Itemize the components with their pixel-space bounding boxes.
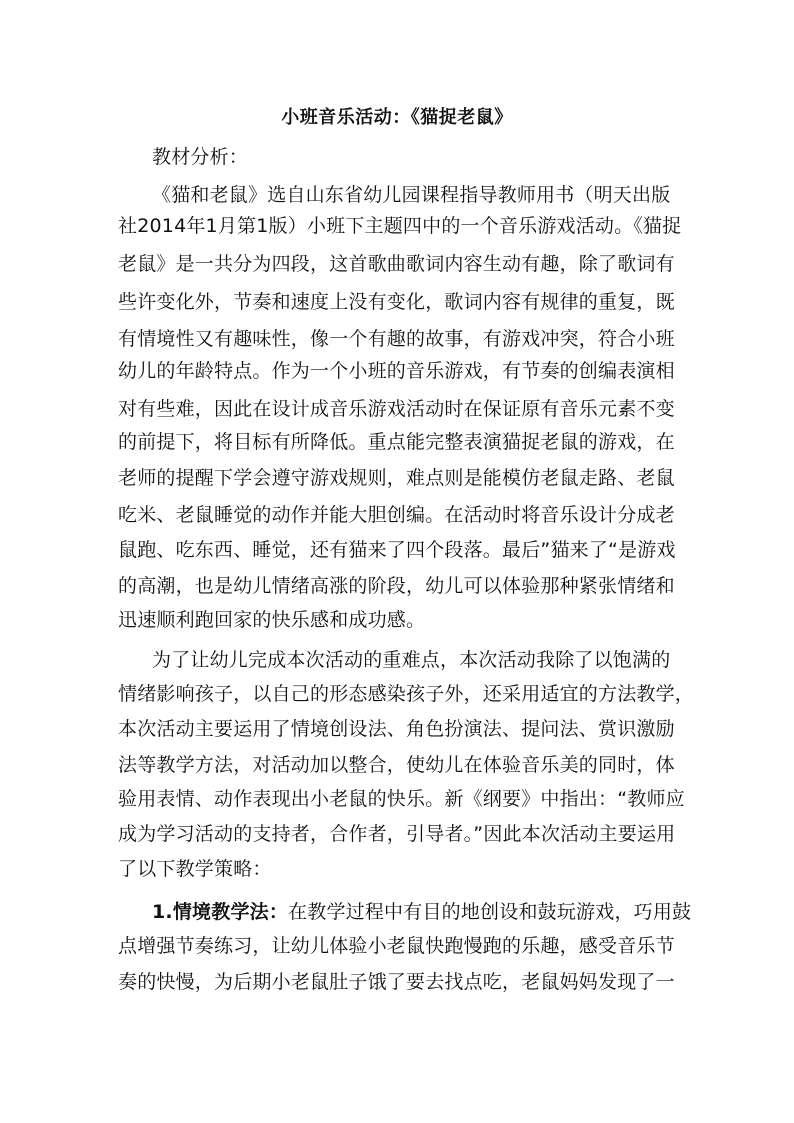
paragraph-1-line-8: 的前提下，将目标有所降低。重点能完整表演猫捉老鼠的游戏，在 [118,431,675,453]
strategy-1-line-1 [152,900,692,924]
paragraph-2-line-5: 验用表情、动作表现出小老鼠的快乐。新《纲要》中指出：“教师应 [118,788,685,810]
paragraph-1-line-7: 对有些难，因此在设计成音乐游戏活动时在保证原有音乐元素不变 [118,398,675,420]
paragraph-1-line-9: 老师的提醒下学会遵守游戏规则，难点则是能模仿老鼠走路、老鼠 [118,467,675,489]
paragraph-1-line-3: 老鼠》是一共分为四段，这首歌曲歌词内容生动有趣，除了歌词有 [118,253,675,275]
paragraph-1-line-11: 鼠跑、吃东西、睡觉，还有猫来了四个段落。最后”猫来了“是游戏 [118,539,676,561]
section-heading: 教材分析： [152,146,249,168]
paragraph-1-line-12: 的高潮，也是幼儿情绪高涨的阶段，幼儿可以体验那种紧张情绪和 [118,575,675,597]
paragraph-1-line-4: 些许变化外，节奏和速度上没有变化，歌词内容有规律的重复，既 [118,291,675,313]
paragraph-1-line-1: 《猫和老鼠》选自山东省幼儿园课程指导教师用书（明天出版 [152,184,671,206]
paragraph-1-line-2: 社2014年1月第1版）小班下主题四中的一个音乐游戏活动。《猫捉 [118,215,682,237]
paragraph-2-line-6: 成为学习活动的支持者，合作者，引导者。”因此本次活动主要运用 [118,823,676,845]
paragraph-2-line-2: 情绪影响孩子，以自己的形态感染孩子外，还采用适宜的方法教学， [118,683,695,705]
paragraph-1-line-13: 迅速顺利跑回家的快乐感和成功感。 [118,609,426,631]
strategy-1-label: 1.情境教学法： [152,901,289,923]
strategy-1-line-2: 点增强节奏练习，让幼儿体验小老鼠快跑慢跑的乐趣，感受音乐节 [118,935,675,957]
paragraph-2-line-3: 本次活动主要运用了情境创设法、角色扮演法、提问法、赏识激励 [118,718,675,740]
page-title: 小班音乐活动：《猫捉老鼠》 [281,107,513,128]
paragraph-2-line-1: 为了让幼儿完成本次活动的重难点，本次活动我除了以饱满的 [152,649,671,671]
paragraph-1-line-5: 有情境性又有趣味性，像一个有趣的故事，有游戏冲突，符合小班 [118,328,675,350]
paragraph-2-line-4: 法等教学方法，对活动加以整合，使幼儿在体验音乐美的同时，体 [118,754,675,776]
strategy-1-first-line-rest: 在教学过程中有目的地创设和鼓玩游戏，巧用鼓 [288,901,692,923]
paragraph-2-line-7: 了以下教学策略： [118,858,272,880]
strategy-1-line-3: 奏的快慢，为后期小老鼠肚子饿了要去找点吃，老鼠妈妈发现了一 [118,971,675,993]
paragraph-1-line-6: 幼儿的年龄特点。作为一个小班的音乐游戏，有节奏的创编表演相 [118,360,675,382]
paragraph-1-line-10: 吃米、老鼠睡觉的动作并能大胆创编。在活动时将音乐设计分成老 [118,504,675,526]
